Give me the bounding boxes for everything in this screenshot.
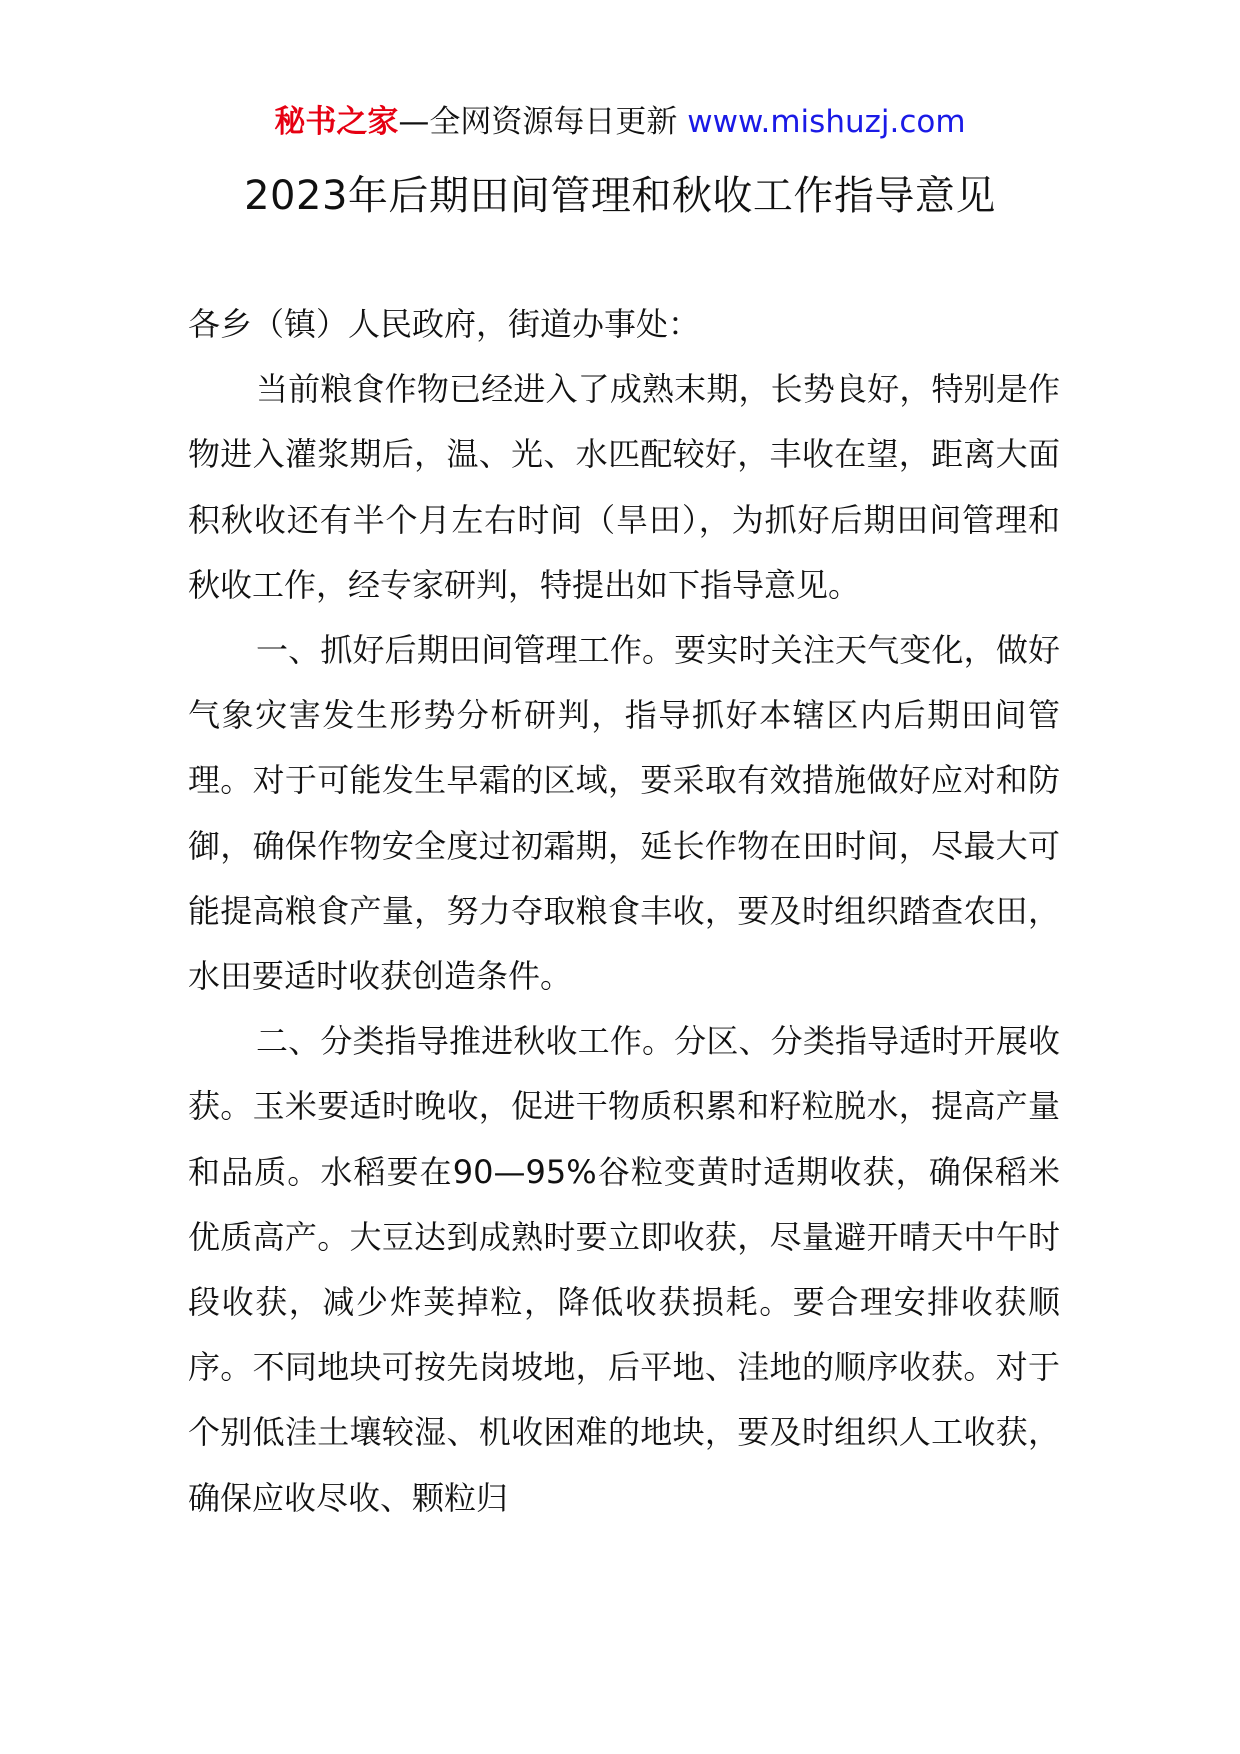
brand-name: 秘书之家 <box>274 104 399 140</box>
document-body <box>188 292 1060 1531</box>
paragraph-section-one: 一、抓好后期田间管理工作。要实时关注天气变化，做好气象灾害发生形势分析研判，指导抓好本辖区内后期田间管理。对于可能发生早霜的区域，要采取有效措施做好应对和防御，确保作物安全度过初霜期，延长作物在田时间，尽最大可能提高粮食产量，努力夺取粮食丰收，要及时组织踏查农田，水田要适时收获创造条件。 <box>188 631 1060 996</box>
site-url-link[interactable]: www.mishuzj.com <box>687 104 966 140</box>
salutation: 各乡（镇）人民政府，街道办事处： <box>188 305 701 343</box>
paragraph-section-two: 二、分类指导推进秋收工作。分区、分类指导适时开展收获。玉米要适时晚收，促进干物质积累和籽粒脱水，提高产量和品质。水稻要在90—95%谷粒变黄时适期收获，确保稻米优质高产。大豆达到成熟时要立即收获，尽量避开晴天中午时段收获，减少炸荚掉粒，降低收获损耗。要合理安排收获顺序。不同地块可按先岗坡地，后平地、洼地的顺序收获。对于个别低洼土壤较湿、机收困难的地块，要及时组织人工收获，确保应收尽收、颗粒归 <box>188 1022 1060 1517</box>
banner-tagline: —全网资源每日更新 <box>398 104 678 140</box>
document-title: 2023年后期田间管理和秋收工作指导意见 <box>244 173 996 219</box>
site-banner <box>0 100 1240 144</box>
paragraph-intro: 当前粮食作物已经进入了成熟末期，长势良好，特别是作物进入灌浆期后，温、光、水匹配较好，丰收在望，距离大面积秋收还有半个月左右时间（旱田），为抓好后期田间管理和秋收工作，经专家研判，特提出如下指导意见。 <box>188 370 1060 604</box>
